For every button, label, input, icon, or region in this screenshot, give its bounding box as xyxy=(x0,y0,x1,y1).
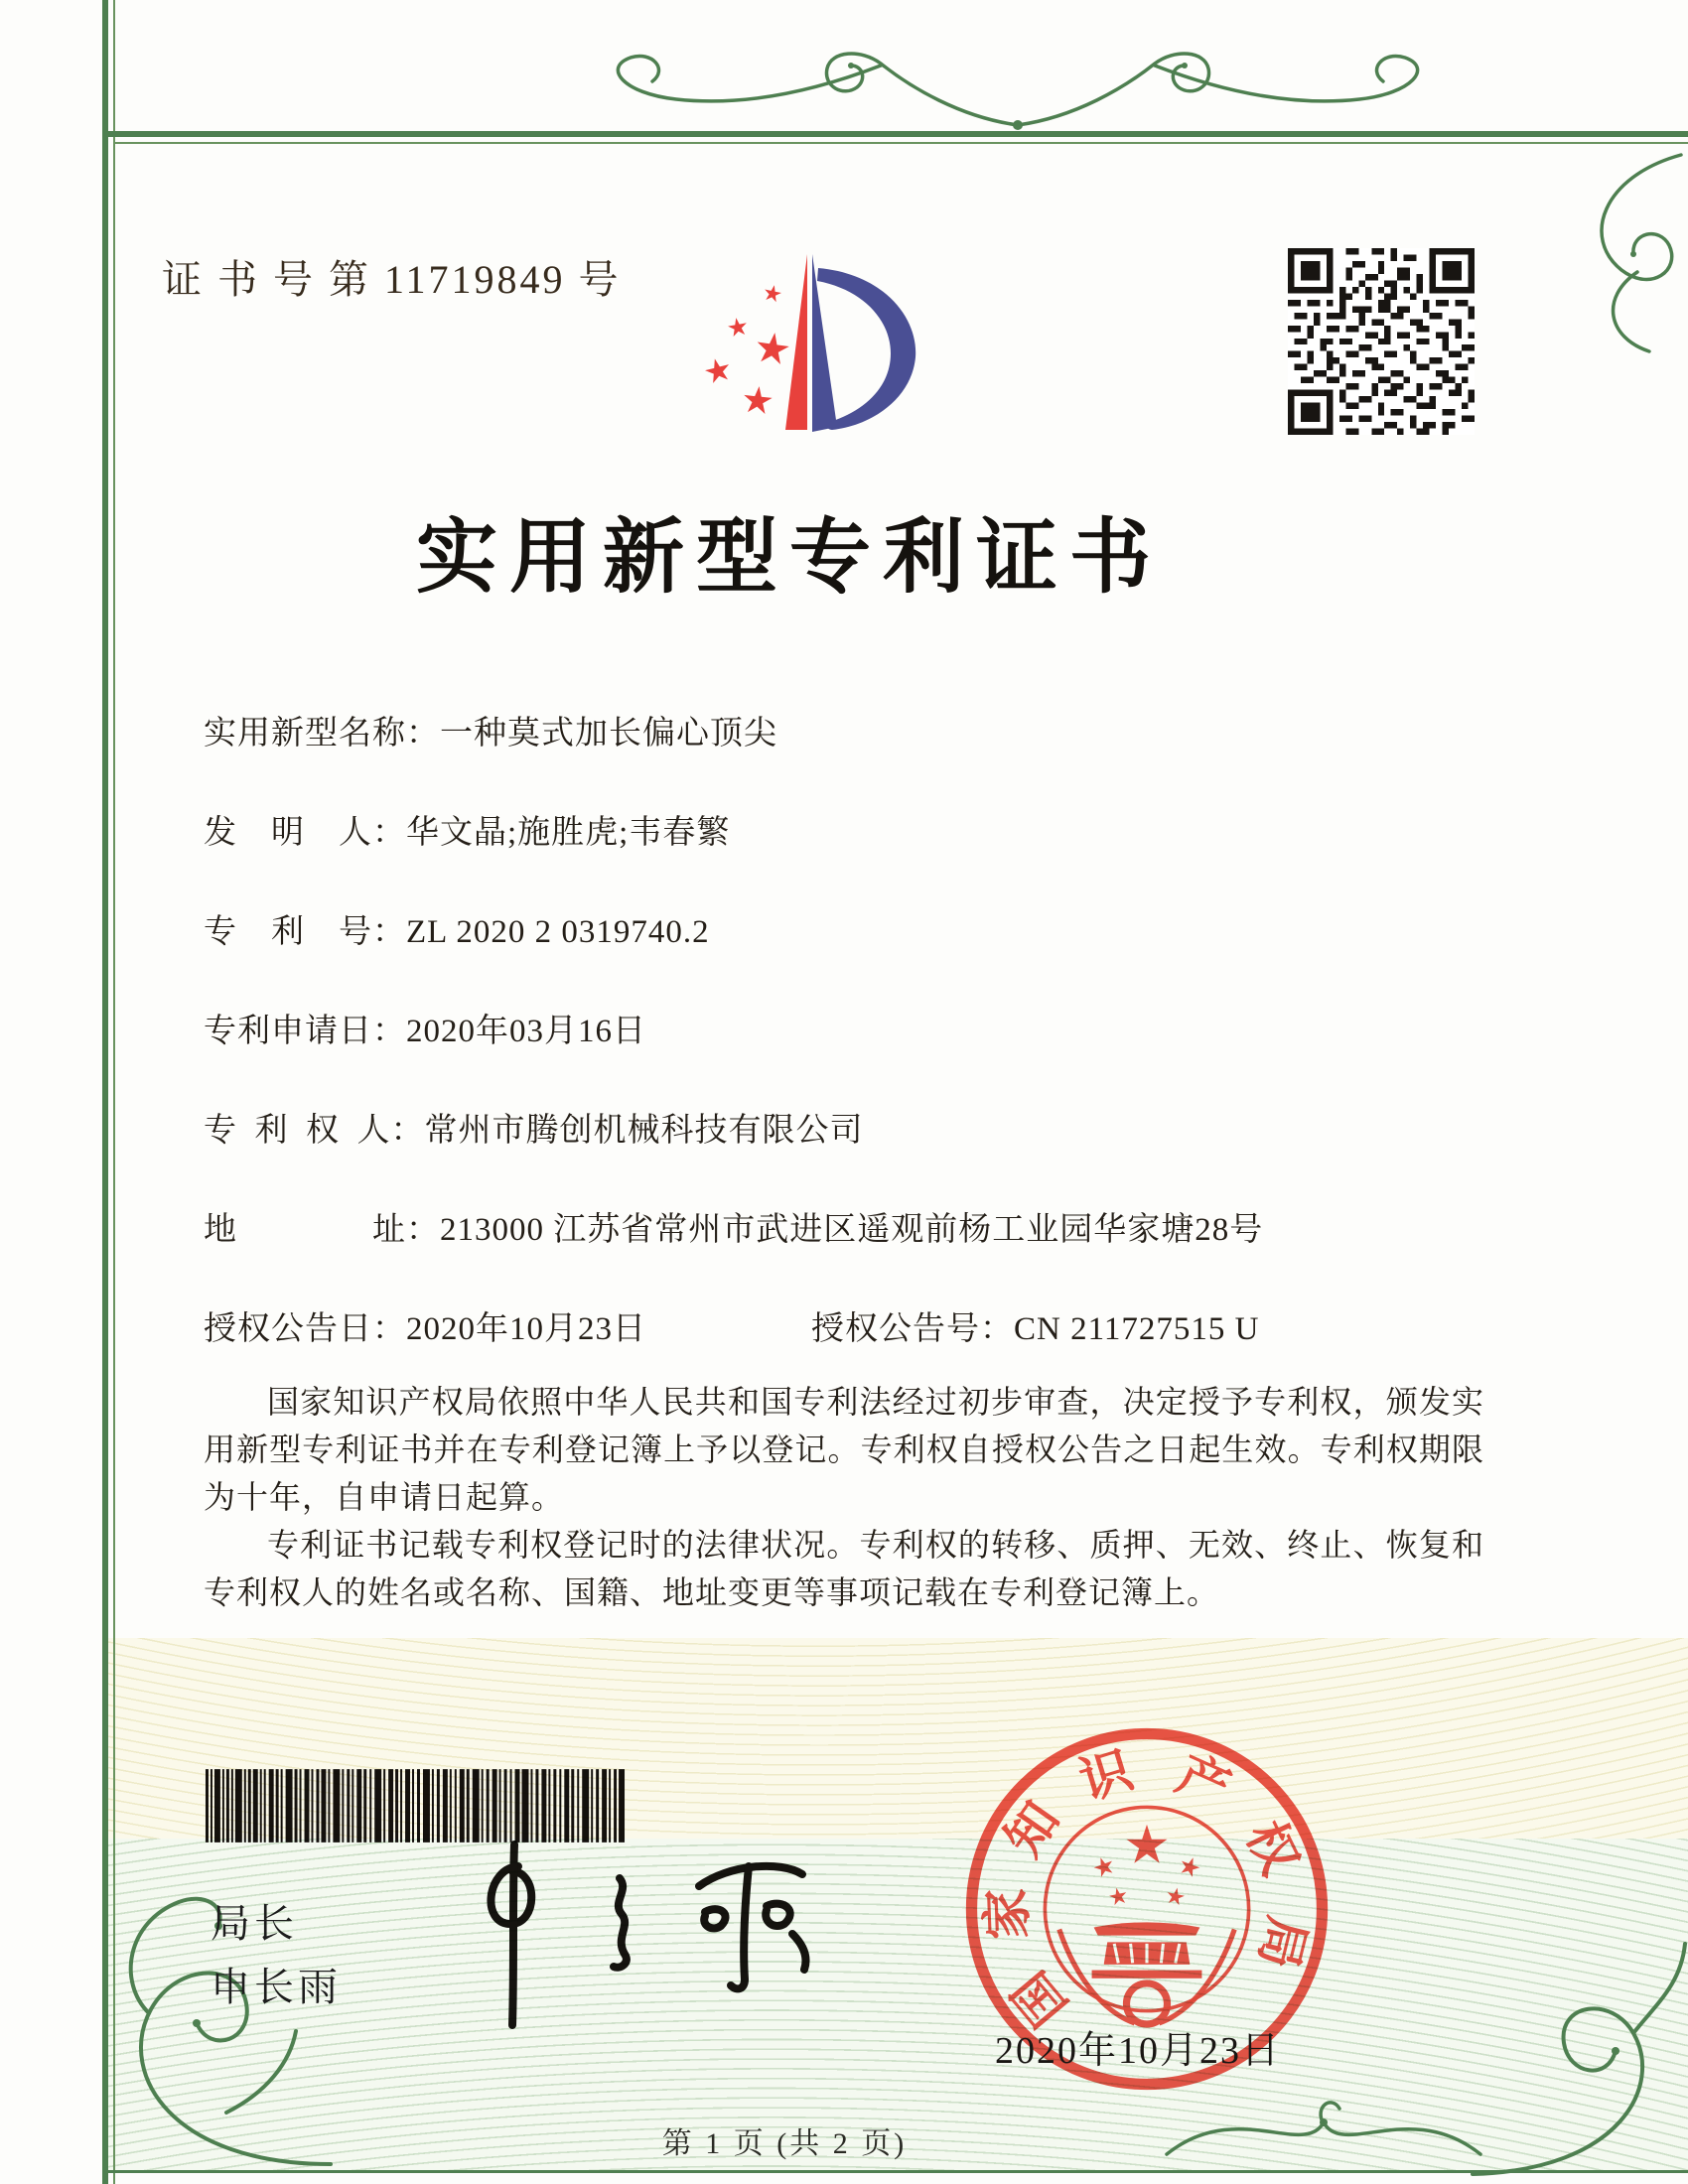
grant-number-label: 授权公告号： xyxy=(811,1311,1014,1347)
seal-char: 局 xyxy=(1247,1910,1316,1975)
field-invention-name xyxy=(204,707,1524,753)
cnipa-logo-icon xyxy=(661,234,931,453)
bottom-left-ornament xyxy=(77,1864,341,2177)
director-name-label: 申长雨 xyxy=(211,1966,342,2009)
director-title-label: 局长 xyxy=(211,1902,298,1946)
seal-date: 2020年10月23日 xyxy=(995,2030,1282,2072)
grant-number-value: CN 211727515 U xyxy=(1014,1311,1260,1347)
certificate-number: 证 书 号 第 11719849 号 xyxy=(162,257,622,302)
field-label: 专 利 权 人： xyxy=(204,1113,425,1149)
legal-paragraph-2: 专利证书记载专利权登记时的法律状况。专利权的转移、质押、无效、终止、恢复和专利权人的姓名或名称、国籍、地址变更等事项记载在专利登记簿上。 xyxy=(204,1527,1484,1610)
grant-number-pair xyxy=(811,1302,1259,1349)
grant-date-value: 2020年10月23日 xyxy=(406,1311,646,1347)
barcode xyxy=(204,1769,629,1843)
field-value: 常州市腾创机械科技有限公司 xyxy=(424,1113,864,1149)
field-patentee xyxy=(204,1104,1524,1151)
field-value: ZL 2020 2 0319740.2 xyxy=(406,914,710,950)
qr-code xyxy=(1288,248,1475,435)
field-label: 专利申请日： xyxy=(204,1014,406,1049)
legal-text-block xyxy=(204,1378,1484,1616)
certificate-title: 实用新型专利证书 xyxy=(415,512,1163,603)
frame-top-line-thin xyxy=(113,142,1688,144)
legal-paragraph-1: 国家知识产权局依照中华人民共和国专利法经过初步审查，决定授予专利权，颁发实用新型专利证书并在专利登记簿上予以登记。专利权自授权公告之日起生效。专利权期限为十年，自申请日起算。 xyxy=(204,1384,1484,1515)
field-patent-number xyxy=(204,905,1524,952)
field-label: 专 利 号： xyxy=(204,914,406,950)
national-emblem xyxy=(1059,1825,1235,2024)
field-label: 实用新型名称： xyxy=(204,716,440,751)
field-address xyxy=(204,1203,1524,1250)
page-number-footer: 第 1 页 (共 2 页) xyxy=(661,2127,908,2160)
seal-char: 识 xyxy=(1073,1741,1140,1812)
grant-date-label: 授权公告日： xyxy=(204,1311,406,1347)
field-value: 213000 江苏省常州市武进区遥观前杨工业园华家塘28号 xyxy=(440,1212,1264,1248)
field-value: 华文晶;施胜虎;韦春繁 xyxy=(406,815,731,851)
top-right-ornament xyxy=(1542,149,1686,357)
field-value: 一种莫式加长偏心顶尖 xyxy=(440,716,777,751)
seal-char: 权 xyxy=(1234,1813,1309,1884)
seal-char: 知 xyxy=(995,1792,1071,1867)
top-vine-ornament xyxy=(581,46,1455,135)
field-label: 发 明 人： xyxy=(204,815,406,851)
seal-char: 国 xyxy=(1002,1960,1079,2036)
director-signature xyxy=(449,1837,831,2035)
field-grant-row xyxy=(204,1302,1524,1349)
seal-char: 家 xyxy=(979,1887,1038,1941)
field-value: 2020年03月16日 xyxy=(406,1014,646,1049)
bottom-right-ornament xyxy=(1463,1924,1688,2184)
frame-left-line-thin xyxy=(113,0,115,2184)
field-filing-date xyxy=(204,1005,1524,1051)
field-inventors xyxy=(204,806,1524,853)
field-label: 地 址： xyxy=(204,1212,440,1248)
seal-char: 产 xyxy=(1168,1745,1238,1819)
frame-left-line-thick xyxy=(102,0,108,2184)
